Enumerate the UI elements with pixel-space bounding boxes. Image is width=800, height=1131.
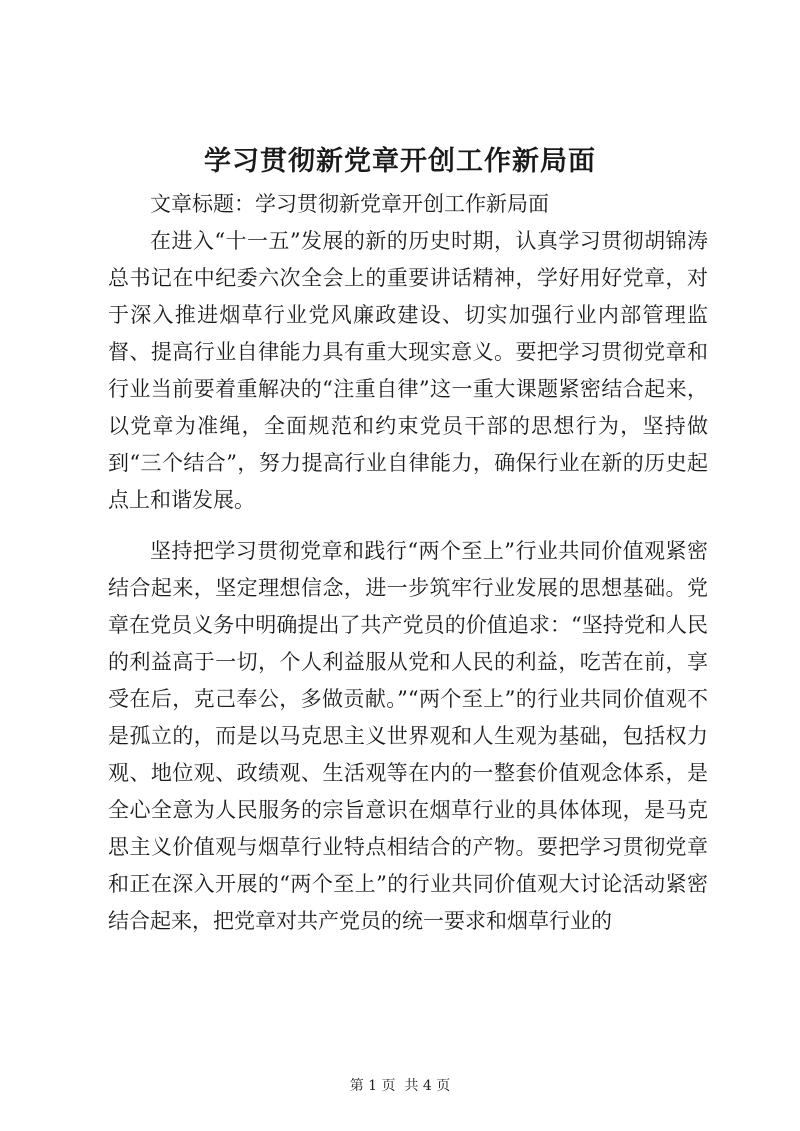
body-paragraph-1: 在进入“十一五”发展的新的历史时期，认真学习贯彻胡锦涛总书记在中纪委六次全会上的重要讲话精神，学好用好党章，对于深入推进烟草行业党风廉政建设、切实加强行业内部管理监督、提高行业自律能力具有重大现实意义。要把学习贯彻党章和行业当前要着重解决的“注重自律”这一重大课题紧密结合起来，以党章为准绳，全面规范和约束党员干部的思想行为，坚持做到“三个结合”，努力提高行业自律能力，确保行业在新的历史起点上和谐发展。 — [108, 229, 708, 512]
page-footer — [0, 1076, 800, 1096]
article-title-line: 文章标题：学习贯彻新党章开创工作新局面 — [150, 192, 549, 216]
body-paragraph-2: 坚持把学习贯彻党章和践行“两个至上”行业共同价值观紧密结合起来，坚定理想信念，进一步筑牢行业发展的思想基础。党章在党员义务中明确提出了共产党员的价值追求：“坚持党和人民的利益高于一切，个人利益服从党和人民的利益，吃苦在前，享受在后，克己奉公，多做贡献。”“两个至上”的行业共同价值观不是孤立的，而是以马克思主义世界观和人生观为基础，包括权力观、地位观、政绩观、生活观等在内的一整套价值观念体系，是全心全意为人民服务的宗旨意识在烟草行业的具体体现，是马克思主义价值观与烟草行业特点相结合的产物。要把学习贯彻党章和正在深入开展的“两个至上”的行业共同价值观大讨论活动紧密结合起来，把党章对共产党员的统一要求和烟草行业的 — [108, 539, 708, 933]
document-body — [108, 186, 708, 940]
page-number: 第 1 页 共 4 页 — [349, 1078, 451, 1094]
document-title: 学习贯彻新党章开创工作新局面 — [204, 146, 596, 177]
